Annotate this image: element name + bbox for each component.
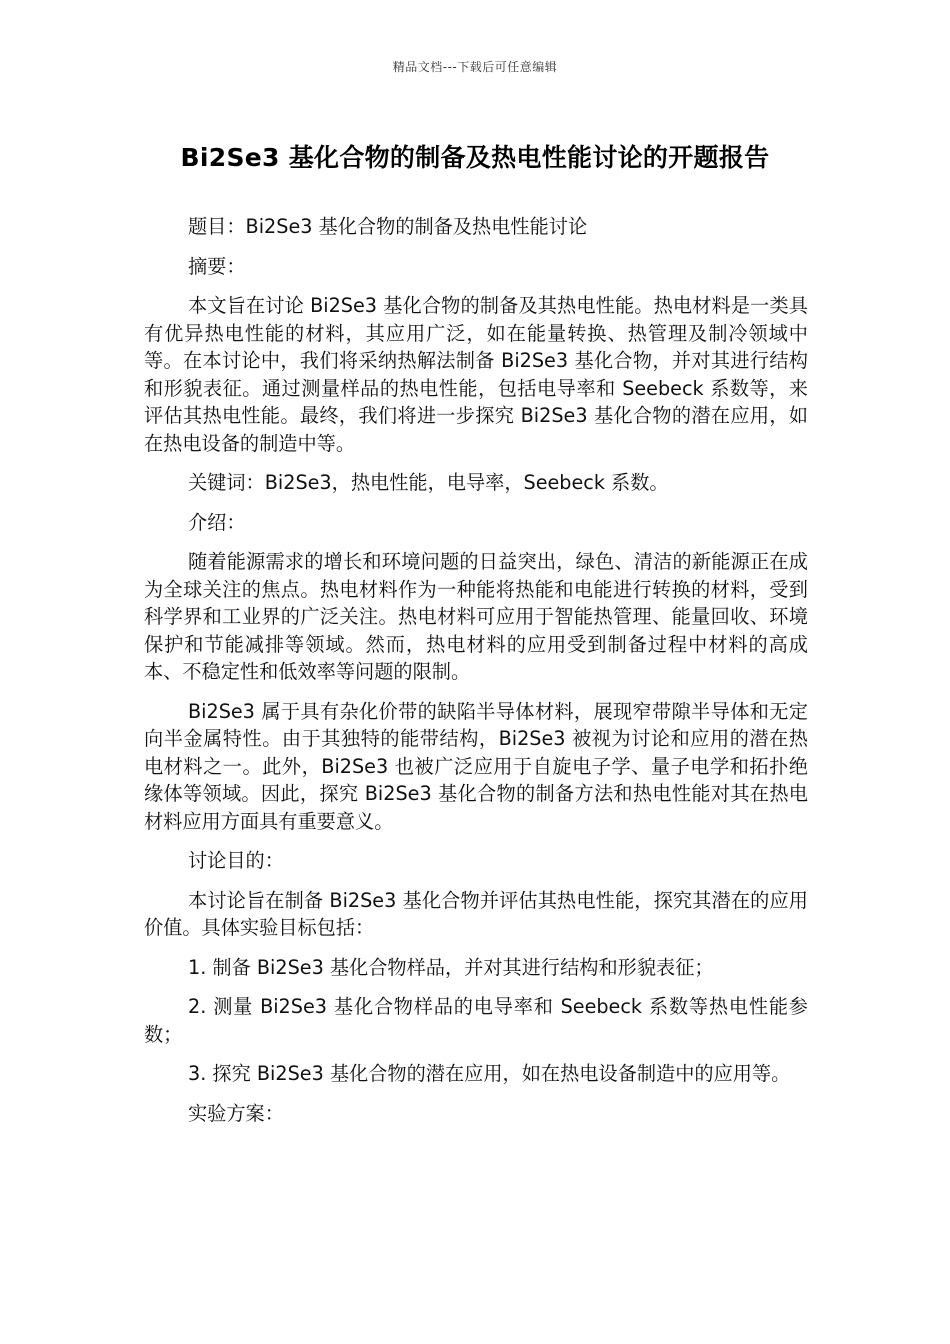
paragraph-abstract: 本文旨在讨论 Bi2Se3 基化合物的制备及其热电性能。热电材料是一类具有优异热电性能的材料，其应用广泛，如在能量转换、热管理及制冷领域中等。在本讨论中，我们将采纳热解法制备 Bi2Se3 基化合物，并对其进行结构和形貌表征。通过测量样品的热电性能，包括电导率和 Seebeck 系数等，来评估其热电性能。最终，我们将进一步探究 Bi2Se3 基化合物的潜在应用，如在热电设备的制造中等。	[144, 294, 808, 455]
paragraph-purpose: 本讨论旨在制备 Bi2Se3 基化合物并评估其热电性能，探究其潜在的应用价值。具体实验目标包括：	[144, 888, 808, 939]
paragraph-purpose-heading: 讨论目的：	[188, 849, 284, 872]
paragraph-plan-heading: 实验方案：	[188, 1101, 284, 1125]
paragraph-intro-heading: 介绍：	[188, 510, 246, 534]
paragraph-abstract-heading: 摘要：	[188, 254, 246, 278]
page-header: 精品文档---下载后可任意编辑	[392, 60, 558, 74]
paragraph-goal-1: 1. 制备 Bi2Se3 基化合物样品，并对其进行结构和形貌表征；	[188, 955, 714, 979]
paragraph-goal-2: 2. 测量 Bi2Se3 基化合物样品的电导率和 Seebeck 系数等热电性能参数；	[144, 995, 808, 1046]
document-body	[144, 213, 808, 1139]
paragraph-topic: 题目：Bi2Se3 基化合物的制备及热电性能讨论	[188, 215, 588, 238]
document-title: Bi2Se3 基化合物的制备及热电性能讨论的开题报告	[180, 143, 770, 172]
paragraph-keywords: 关键词：Bi2Se3，热电性能，电导率，Seebeck 系数。	[188, 471, 669, 494]
paragraph-intro-2: Bi2Se3 属于具有杂化价带的缺陷半导体材料，展现窄带隙半导体和无定向半金属特性。由于其独特的能带结构，Bi2Se3 被视为讨论和应用的潜在热电材料之一。此外，Bi2Se3 也被广泛应用于自旋电子学、量子电学和拓扑绝缘体等领域。因此，探究 Bi2Se3 基化合物的制备方法和热电性能对其在热电材料应用方面具有重要意义。	[144, 699, 808, 833]
paragraph-goal-3: 3. 探究 Bi2Se3 基化合物的潜在应用，如在热电设备制造中的应用等。	[188, 1062, 791, 1085]
paragraph-intro-1: 随着能源需求的增长和环境问题的日益突出，绿色、清洁的新能源正在成为全球关注的焦点。热电材料作为一种能将热能和电能进行转换的材料，受到科学界和工业界的广泛关注。热电材料可应用于智能热管理、能量回收、环境保护和节能减排等领域。然而，热电材料的应用受到制备过程中材料的高成本、不稳定性和低效率等问题的限制。	[144, 550, 808, 683]
